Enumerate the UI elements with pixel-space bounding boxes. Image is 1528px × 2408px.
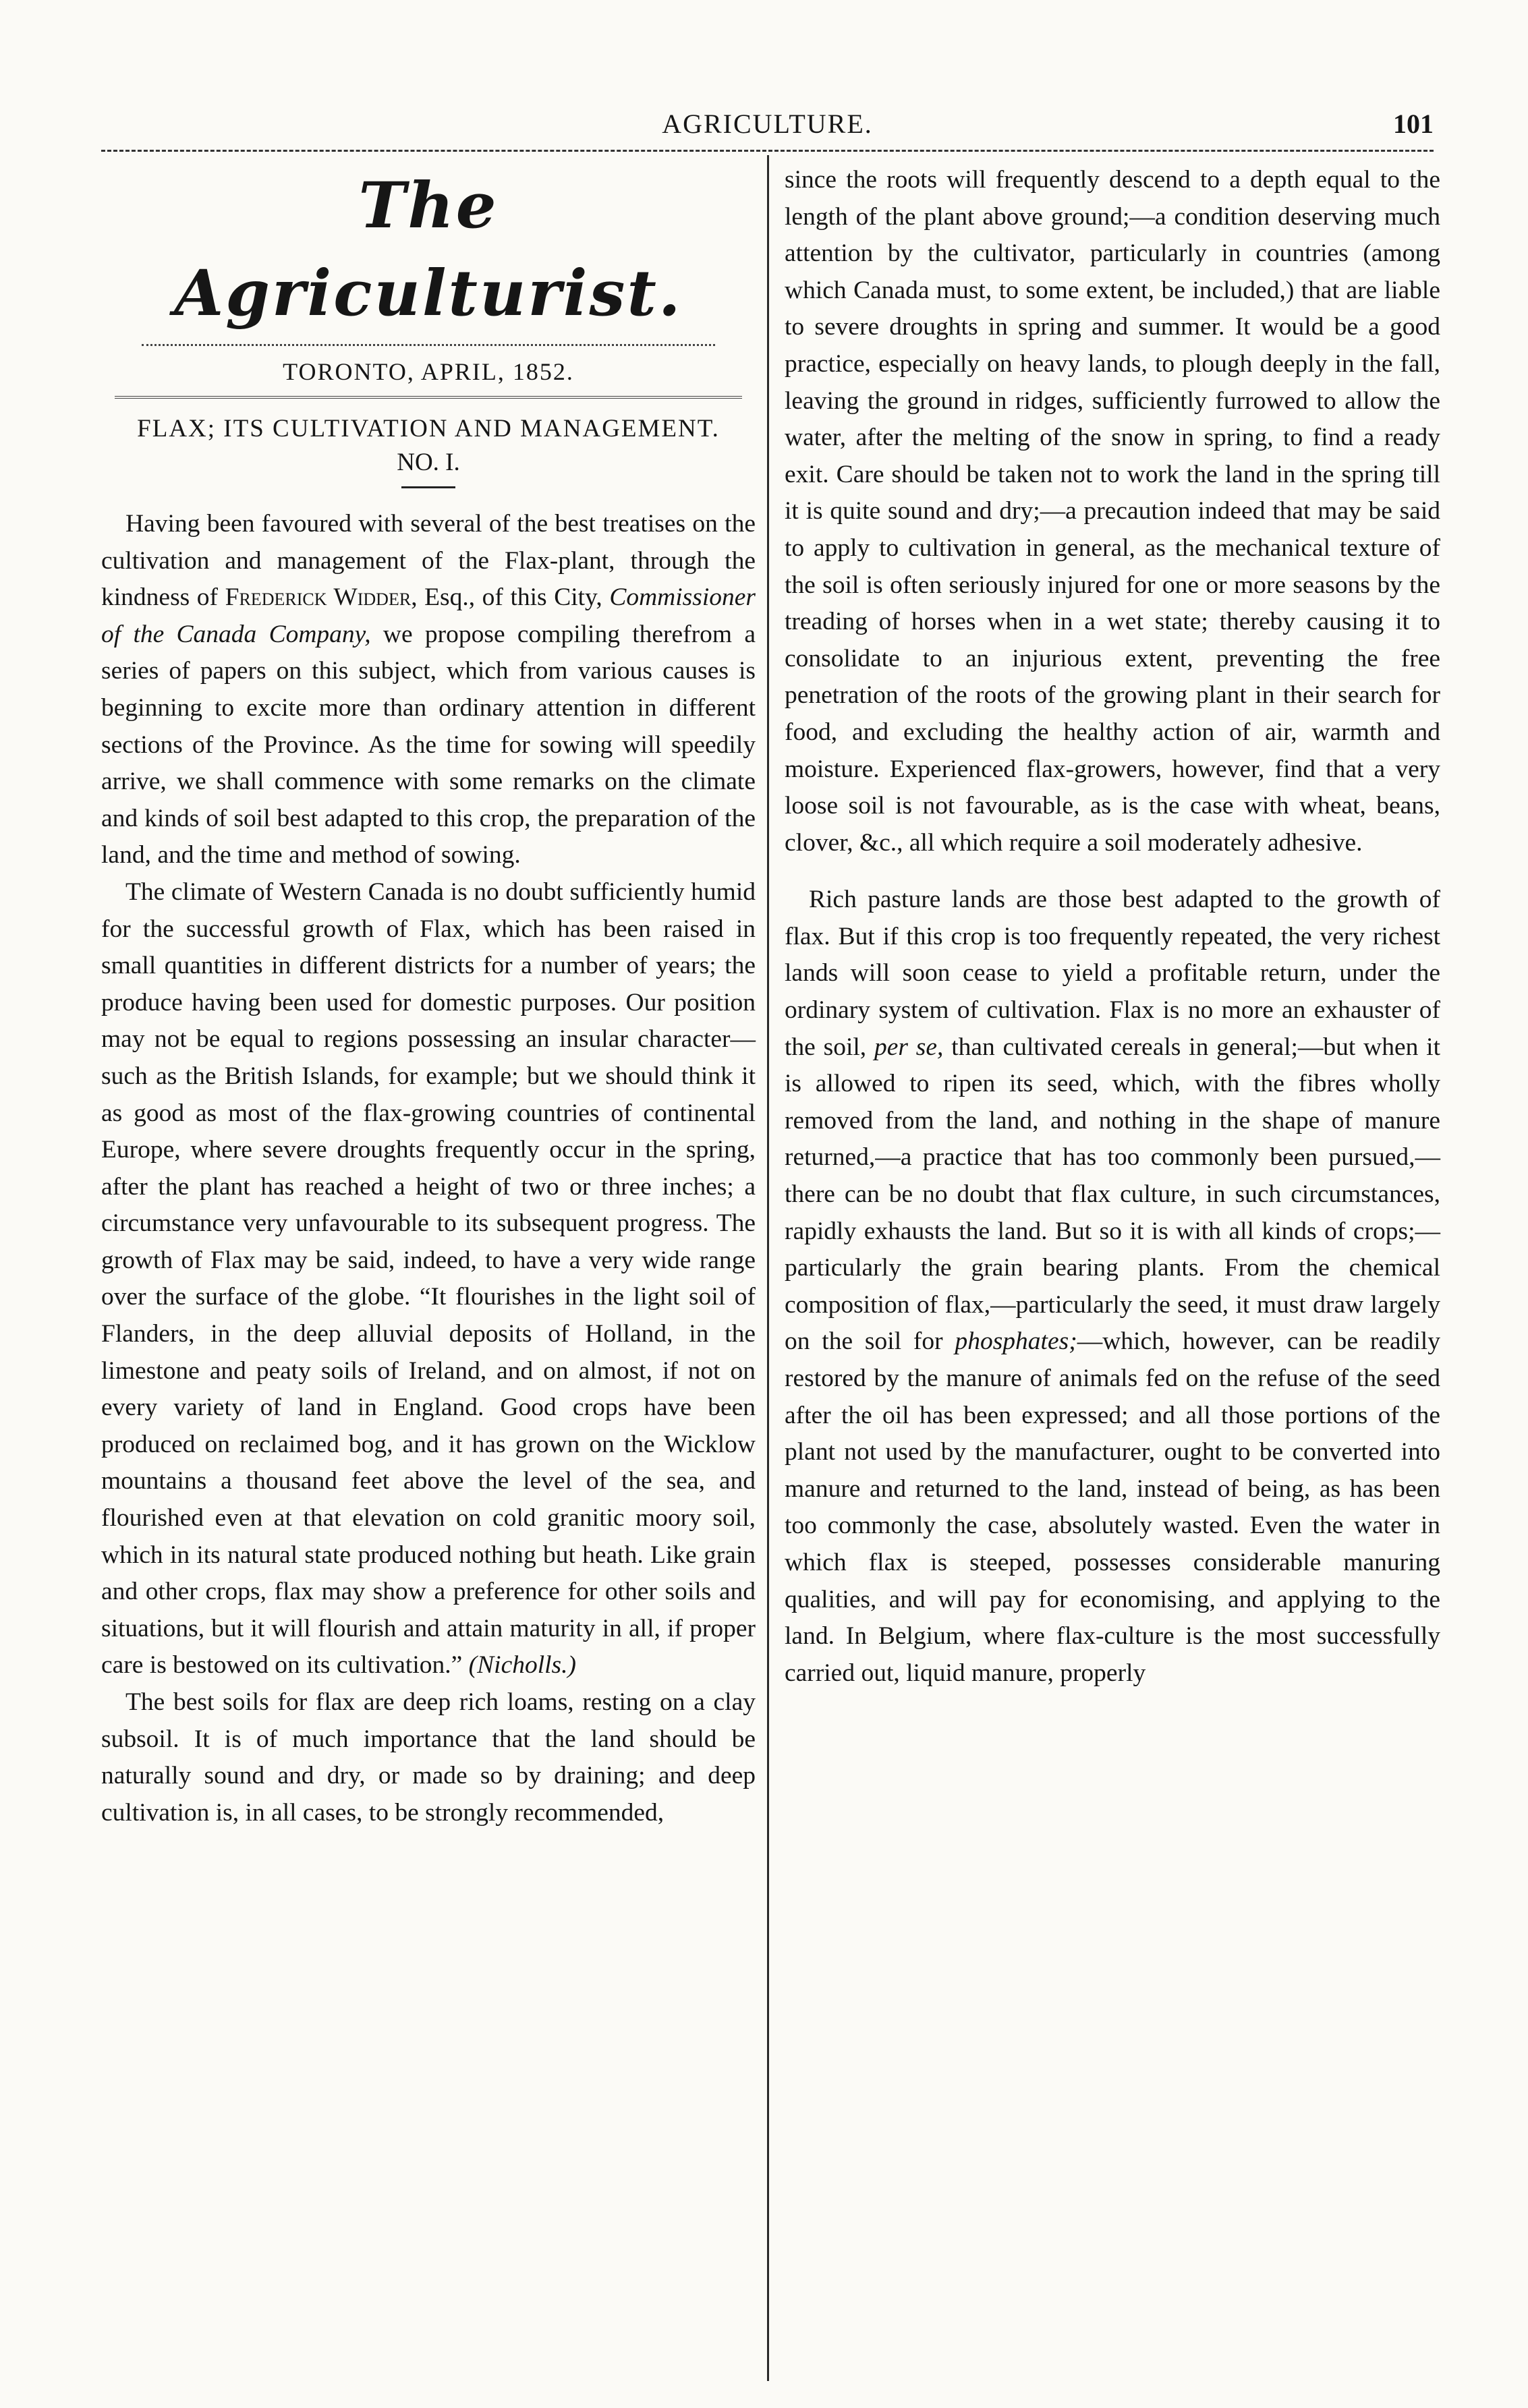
paragraph-5 — [785, 882, 1440, 1692]
dateline-rule — [115, 396, 742, 399]
article-subhead: NO. I. — [397, 449, 460, 476]
header-rule — [101, 150, 1434, 152]
paragraph-1-text-a: Having been favoured with several of the best treatises on the cultivation and management of the Flax-plant, through the kindness of — [101, 510, 756, 612]
left-column — [101, 162, 756, 1831]
paragraph-2 — [101, 874, 756, 1684]
page-number: 101 — [1393, 109, 1434, 139]
article-headline: FLAX; ITS CULTIVATION AND MANAGEMENT. — [137, 415, 720, 442]
name-frederick-widder: Frederick Widder — [225, 583, 412, 612]
commissioner-title: Commissioner of the Canada Company, — [101, 583, 756, 648]
per-se: per se, — [874, 1033, 944, 1061]
paragraph-5-text-b: than cultivated cereals in general;—but when it is allowed to ripen its seed, which, with the fibres wholly removed from the land, and nothing in the shape of manure returned,—a practice that has too commonly been pursued,—there can be no doubt that flax culture, in such circumstances, rapidly exhausts the land. But so it is with all kinds of crops;—particularly the grain bearing plants. From the chemical composition of flax,—particularly the seed, it must draw largely on the soil for — [785, 1033, 1441, 1356]
citation-nicholls: (Nicholls.) — [468, 1651, 577, 1680]
paragraph-1-text-b: , Esq., of this City, — [411, 583, 610, 612]
page-header — [101, 108, 1434, 155]
masthead-title: The Agriculturist. — [174, 169, 683, 331]
paragraph-5-text-a: Rich pasture lands are those best adapted to the growth of flax. But if this crop is too frequently repeated, the very richest lands will soon cease to yield a profitable return, under the ordinary system of cultivation. Flax is no more an exhauster of the soil, — [785, 886, 1440, 1061]
headline-rule — [401, 486, 455, 488]
right-column — [785, 162, 1440, 1692]
paragraph-1-text-c: we propose compiling therefrom a series of papers on this subject, which from various causes is beginning to excite more than ordinary attention in different sections of the Province. As the time for sowing will speedily arrive, we shall commence with some remarks on the climate and kinds of soil best adapted to this crop, the preparation of the land, and the time and method of sowing. — [101, 620, 756, 869]
paragraph-1 — [101, 506, 756, 874]
paragraph-4: since the roots will frequently descend to a depth equal to the length of the plant above ground;—a condition deserving much attention by the cultivator, particularly in countries (among which Canada must, to some extent, be included,) that are liable to severe droughts in spring and summer. It would be a good practice, especially on heavy lands, to plough deeply in the fall, leaving the ground in ridges, sufficiently furrowed to allow the water, after the melting of the snow in spring, to find a ready exit. Care should be taken not to work the land in the spring till it is quite sound and dry;—a precaution indeed that may be said to apply to cultivation in general, as the mechanical texture of the soil is often seriously injured for one or more seasons by the treading of horses when in a wet state; thereby causing it to consolidate to an injurious extent, preventing the free penetration of the roots of the growing plant in their search for food, and excluding the healthy action of air, warmth and moisture. Experienced flax-growers, however, find that a very loose soil is not favourable, as is the case with wheat, beans, clover, &c., all which require a soil moderately adhesive. — [785, 166, 1440, 857]
running-head: AGRICULTURE. — [662, 109, 873, 139]
paragraph-2-text: The climate of Western Canada is no doubt sufficiently humid for the successful growth of Flax, which has been raised in small quantities in different districts for a number of years; the produce having been used for domestic purposes. Our position may not be equal to regions possessing an insular character—such as the British Islands, for example; but we should think it as good as most of the flax-growing countries of continental Europe, where severe droughts frequently occur in the spring, after the plant has reached a height of two or three inches; a circumstance very unfavourable to its subsequent progress. The growth of Flax may be said, indeed, to have a very wide range over the surface of the globe. “It flourishes in the light soil of Flanders, in the deep alluvial deposits of Holland, in the limestone and peaty soils of Ireland, and on almost, if not on every variety of land in England. Good crops have been produced on reclaimed bog, and it has grown on the Wicklow mountains a thousand feet above the level of the sea, and flourished even at that elevation on cold granitic moory soil, which in its natural state produced nothing but heath. Like grain and other crops, flax may show a preference for other soils and situations, but it will flourish and attain maturity in all, if proper care is bestowed on its cultivation.” — [101, 878, 756, 1680]
column-divider — [767, 155, 769, 2381]
paragraph-3: The best soils for flax are deep rich loams, resting on a clay subsoil. It is of much importance that the land should be naturally sound and dry, or made so by draining; and deep cultivation is, in all cases, to be strongly recommended, — [101, 1688, 756, 1827]
dateline: TORONTO, APRIL, 1852. — [283, 358, 574, 385]
masthead-rule — [142, 344, 715, 346]
phosphates: phosphates; — [955, 1327, 1077, 1356]
paragraph-5-text-c: —which, however, can be readily restored by the manure of animals fed on the refuse of the seed after the oil has been expressed; and all those portions of the plant not used by the manufacturer, ought to be converted into manure and returned to the land, instead of being, as has been too commonly the case, absolutely wasted. Even the water in which flax is steeped, possesses considerable manuring qualities, and will pay for economising, and applying to the land. In Belgium, where flax-culture is the most successfully carried out, liquid manure, properly — [785, 1327, 1440, 1687]
